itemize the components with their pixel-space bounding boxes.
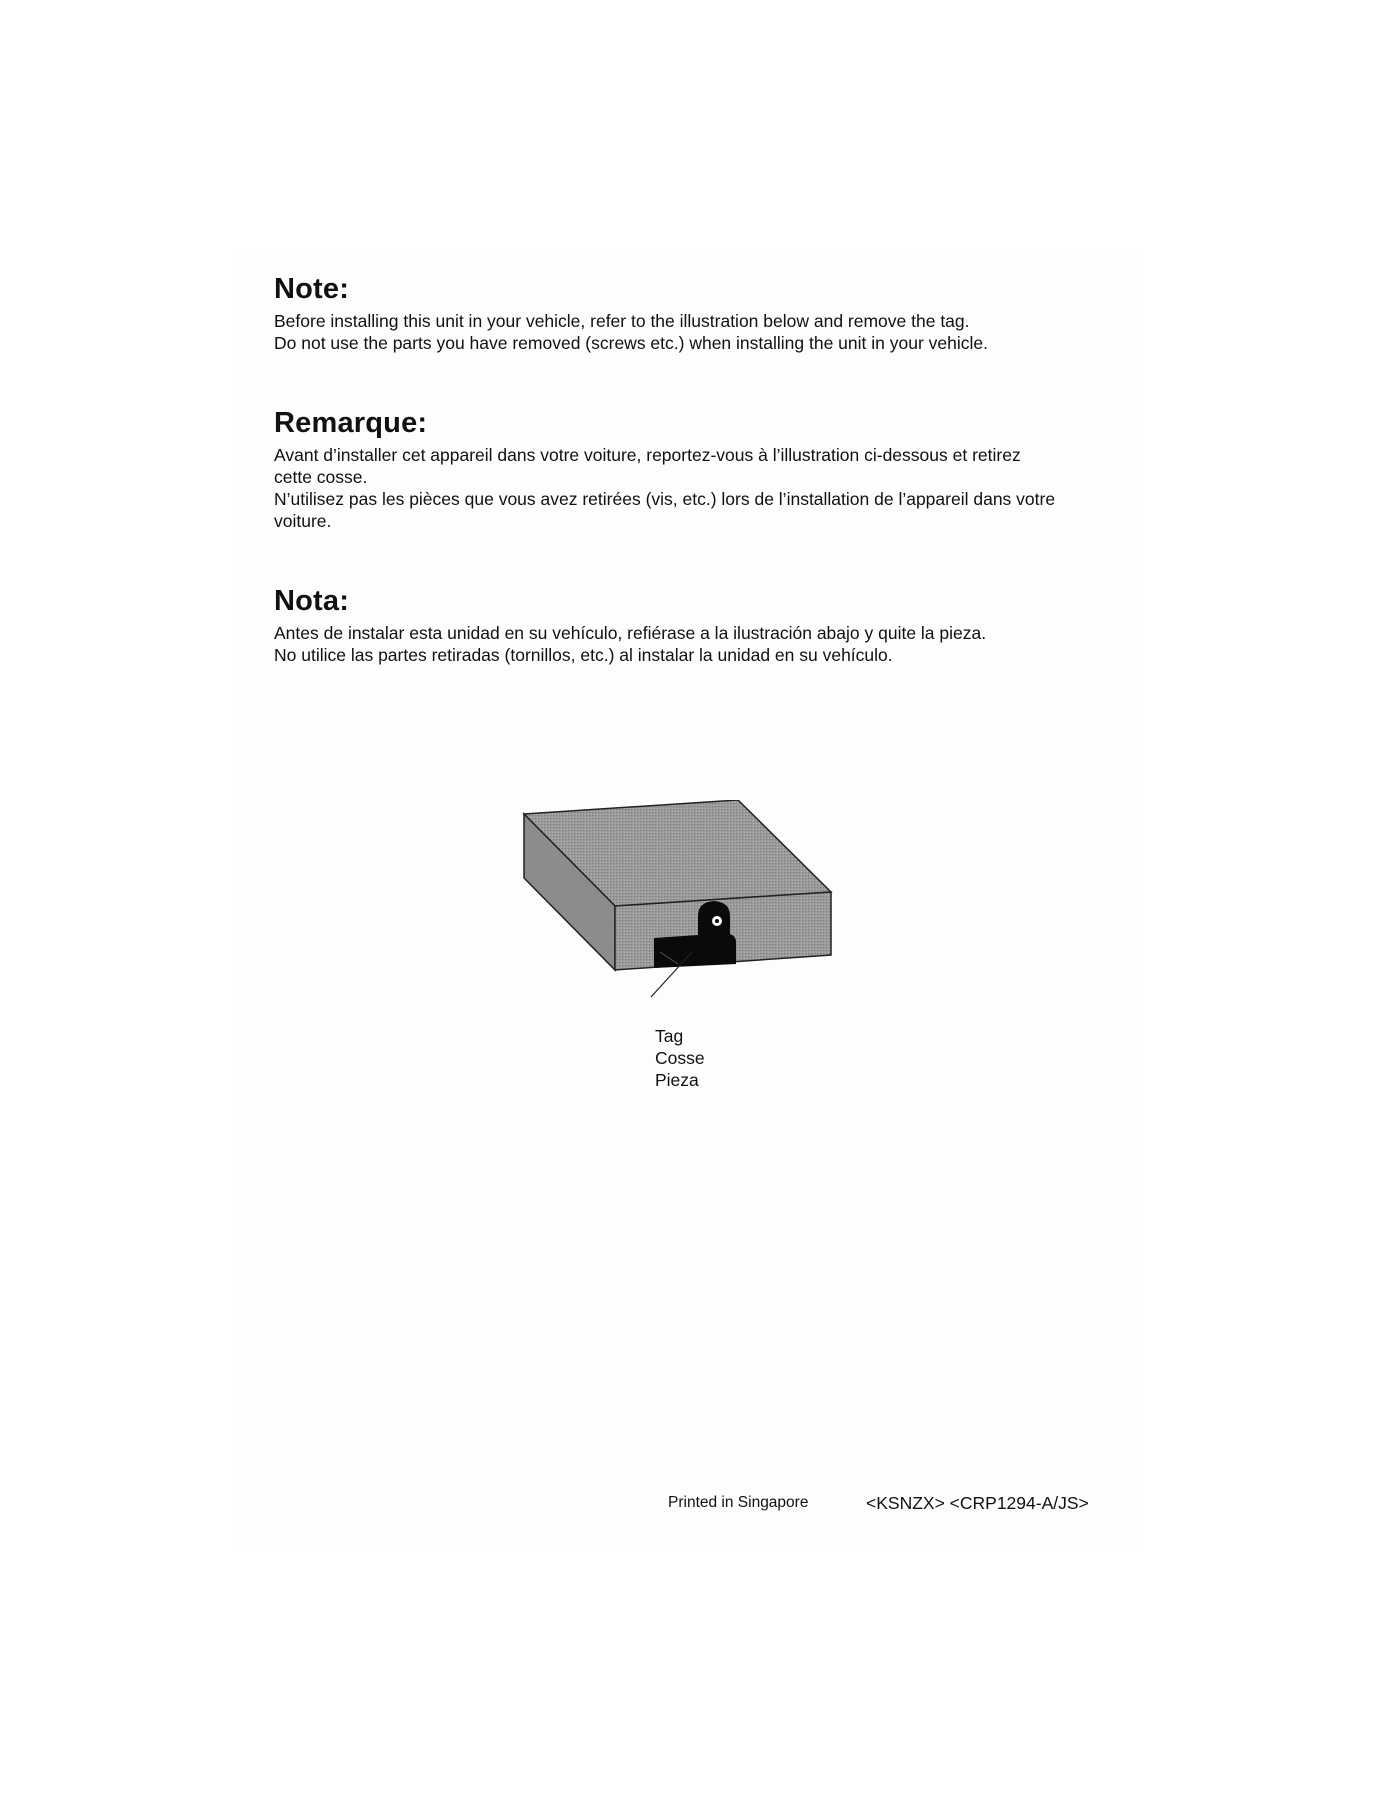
callout-label-tag: Tag [655, 1026, 684, 1046]
note-line-2: Do not use the parts you have removed (screws etc.) when installing the unit in your vehicle. [274, 333, 988, 353]
remarque-line-4: voiture. [274, 511, 332, 531]
callout-label-pieza: Pieza [655, 1070, 699, 1090]
remarque-heading: Remarque: [274, 407, 428, 439]
nota-line-1: Antes de instalar esta unidad en su vehículo, refiérase a la ilustración abajo y quite la pieza. [274, 623, 987, 643]
nota-heading: Nota: [274, 585, 350, 617]
section-french [274, 406, 1104, 532]
printed-in-text: Printed in Singapore [668, 1494, 809, 1511]
section-spanish [274, 584, 1104, 666]
remarque-line-1: Avant d’installer cet appareil dans votre voiture, reportez-vous à l’illustration ci-dessous et retirez [274, 445, 1021, 465]
unit-illustration [520, 800, 860, 1020]
remarque-line-3: N’utilisez pas les pièces que vous avez retirées (vis, etc.) lors de l’installation de l’appareil dans votre [274, 489, 1056, 509]
remarque-line-2: cette cosse. [274, 467, 368, 487]
tag-callout [655, 1025, 705, 1091]
note-line-1: Before installing this unit in your vehicle, refer to the illustration below and remove the tag. [274, 311, 970, 331]
note-heading: Note: [274, 273, 350, 305]
section-english [274, 272, 1104, 354]
product-codes: <KSNZX> <CRP1294-A/JS> [866, 1493, 1089, 1513]
unit-illustration-svg [520, 800, 860, 1020]
nota-line-2: No utilice las partes retiradas (tornillos, etc.) al instalar la unidad en su vehículo. [274, 645, 893, 665]
callout-label-cosse: Cosse [655, 1048, 705, 1068]
